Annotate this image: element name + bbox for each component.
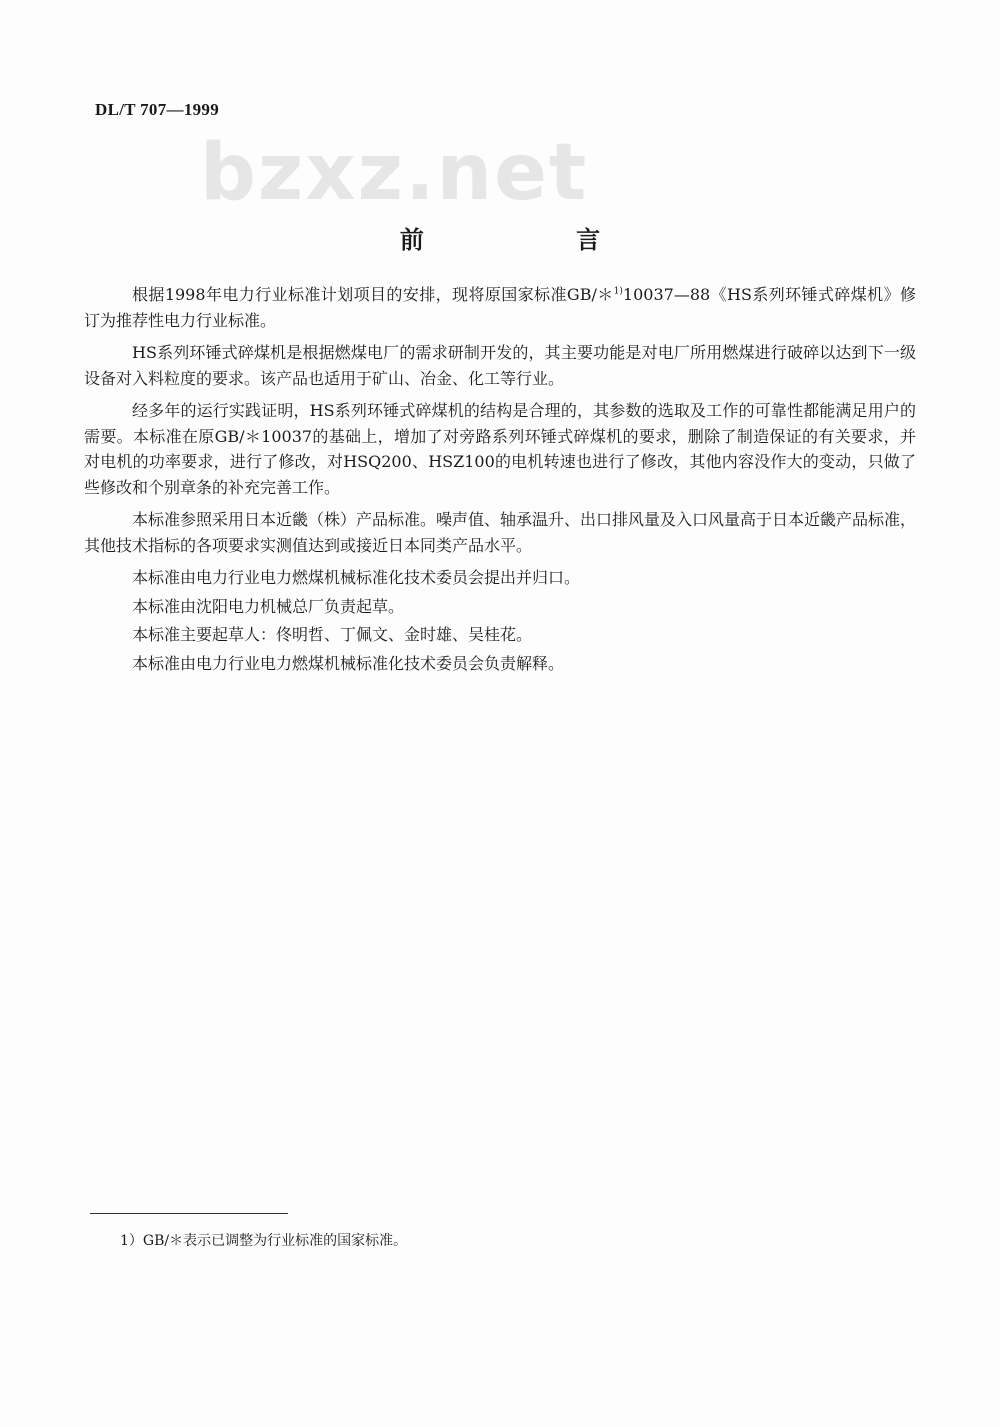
paragraph-4: 本标准参照采用日本近畿（株）产品标准。噪声值、轴承温升、出口排风量及入口风量高于日本近畿产品标准，其他技术指标的各项要求实测值达到或接近日本同类产品水平。 (84, 510, 917, 555)
paragraph-1-text-b: 10037—88《HS系列环锤式碎煤机》修订为推荐性电力行业标准。 (84, 285, 916, 330)
paragraph-2: HS系列环锤式碎煤机是根据燃煤电厂的需求研制开发的，其主要功能是对电厂所用燃煤进行破碎以达到下一级设备对入料粒度的要求。该产品也适用于矿山、冶金、化工等行业。 (84, 343, 916, 388)
paragraph-1-text-a: 根据1998年电力行业标准计划项目的安排，现将原国家标准GB/＊ (132, 285, 614, 304)
page-title: 前 言 (399, 225, 673, 254)
foreword-body (84, 282, 916, 679)
paragraph-6: 本标准由沈阳电力机械总厂负责起草。 (132, 596, 405, 616)
watermark: bzxz.net (200, 128, 589, 218)
paragraph-1 (84, 282, 916, 333)
paragraph-3: 经多年的运行实践证明，HS系列环锤式碎煤机的结构是合理的，其参数的选取及工作的可靠性都能满足用户的需要。本标准在原GB/＊10037的基础上，增加了对旁路系列环锤式碎煤机的要求，删除了制造保证的有关要求，并对电机的功率要求，进行了修改，对HSQ200、HSZ100的电机转速也进行了修改，其他内容没作大的变动，只做了些修改和个别章条的补充完善工作。 (84, 401, 916, 497)
standard-code: DL/T 707—1999 (95, 100, 220, 119)
paragraph-5: 本标准由电力行业电力燃煤机械标准化技术委员会提出并归口。 (132, 568, 581, 587)
footnote-divider (90, 1213, 288, 1214)
paragraph-8: 本标准由电力行业电力燃煤机械标准化技术委员会负责解释。 (132, 653, 565, 673)
footnote-marker: 1) (613, 286, 623, 297)
footnote: 1）GB/＊表示已调整为行业标准的国家标准。 (120, 1233, 408, 1249)
paragraph-7: 本标准主要起草人：佟明哲、丁佩文、金时雄、吴桂花。 (132, 625, 533, 644)
